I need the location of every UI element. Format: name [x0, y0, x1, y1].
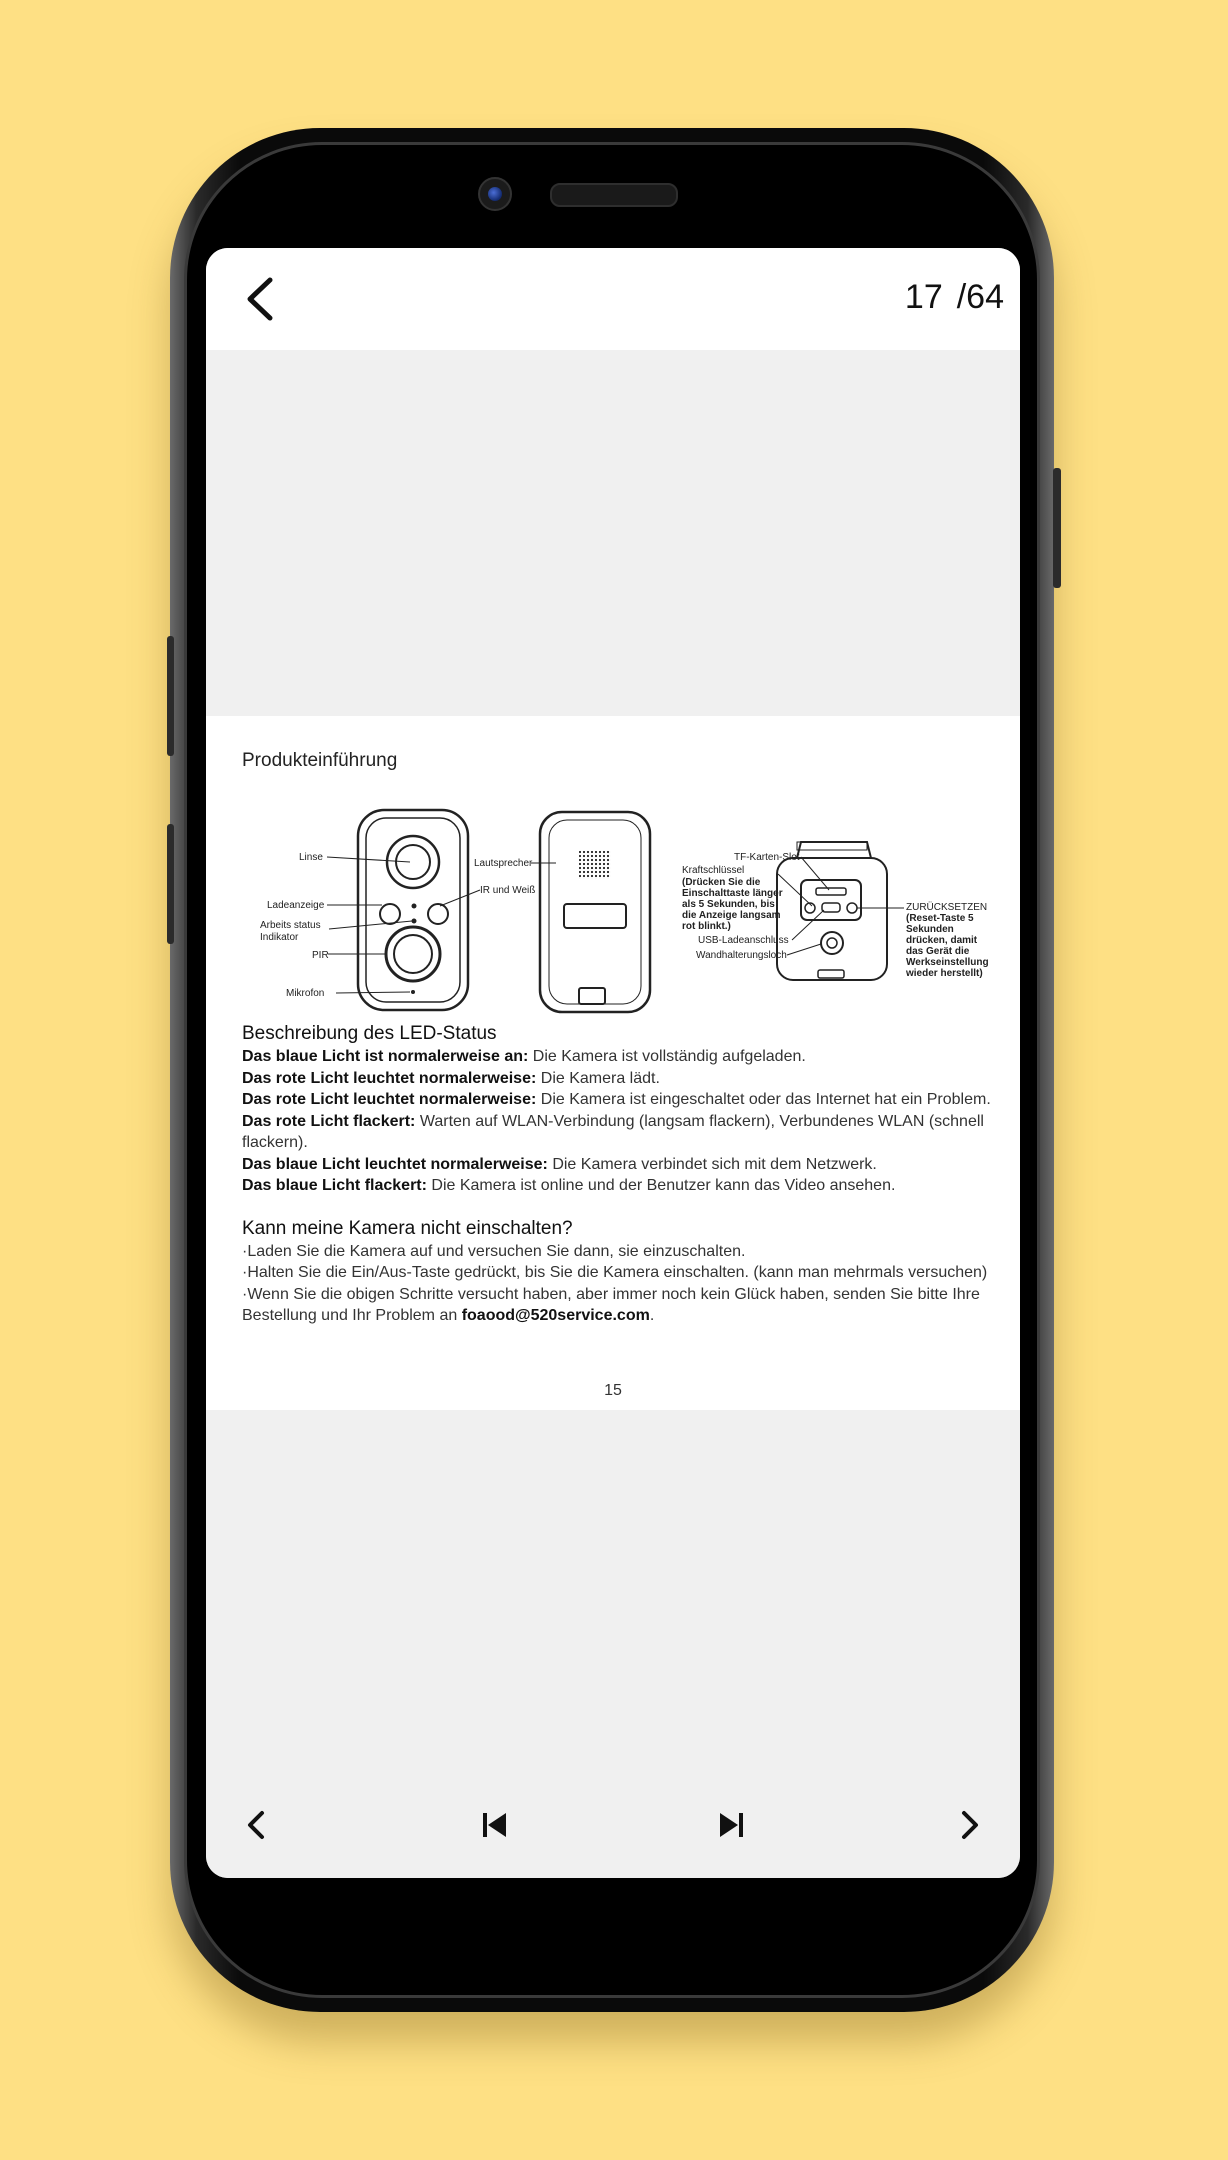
support-email: foaood@520service.com — [461, 1307, 650, 1324]
product-diagram — [234, 806, 1004, 1016]
label-reset-1: (Reset-Taste 5 — [906, 913, 974, 924]
label-mikrofon: Mikrofon — [286, 988, 325, 999]
faq-line: ·Halten Sie die Ein/Aus-Taste gedrückt, bis Sie die Kamera einschalten. (kann man mehrmals versuchen) — [242, 1264, 988, 1281]
bottom-navigation — [206, 1773, 1020, 1878]
label-ir-weiss: IR und Weiß — [480, 885, 536, 896]
label-lautsprecher: Lautsprecher — [474, 858, 533, 869]
label-reset-5: Werkseinstellung — [906, 957, 989, 968]
label-pir: PIR — [312, 950, 329, 961]
led-status-heading: Beschreibung des LED-Status — [242, 1023, 497, 1044]
label-ladeanzeige: Ladeanzeige — [267, 900, 325, 911]
label-kraft-1: (Drücken Sie die — [682, 877, 761, 888]
label-kraftschluessel: Kraftschlüssel — [682, 865, 745, 876]
next-page-button[interactable] — [946, 1801, 994, 1849]
chevron-right-icon — [946, 1801, 994, 1849]
front-camera — [478, 177, 512, 211]
skip-to-last-icon — [708, 1801, 756, 1849]
document-page-number: 15 — [604, 1382, 622, 1399]
chevron-left-icon — [232, 1801, 280, 1849]
power-button — [1053, 468, 1061, 588]
faq-heading: Kann meine Kamera nicht einschalten? — [242, 1217, 573, 1239]
label-kraft-2: Einschalttaste länger — [682, 888, 783, 899]
label-reset-2: Sekunden — [906, 924, 954, 935]
app-screen — [206, 248, 1020, 1878]
volume-up-button — [167, 636, 174, 756]
document-text — [242, 1022, 992, 1327]
faq-line: ·Wenn Sie die obigen Schritte versucht haben, aber immer noch kein Glück haben, senden Sie bitte Ihre Bestellung und Ihr Problem an foaood@520service.com. — [242, 1285, 980, 1324]
earpiece-speaker — [550, 183, 678, 207]
skip-to-first-icon — [470, 1801, 518, 1849]
led-line: Das rote Licht flackert: Warten auf WLAN-Verbindung (langsam flackern), Verbundenes WLAN (schnell flackern). — [242, 1112, 984, 1151]
led-line: Das blaue Licht flackert: Die Kamera ist online und der Benutzer kann das Video ansehen. — [242, 1177, 896, 1194]
led-line: Das blaue Licht ist normalerweise an: Die Kamera ist vollständig aufgeladen. — [242, 1048, 806, 1065]
faq-line: ·Laden Sie die Kamera auf und versuchen Sie dann, sie einzuschalten. — [242, 1242, 746, 1260]
first-page-button[interactable] — [470, 1801, 518, 1849]
label-reset-6: wieder herstellt) — [906, 968, 983, 979]
led-line: Das rote Licht leuchtet normalerweise: Die Kamera ist eingeschaltet oder das Internet hat ein Problem. — [242, 1091, 991, 1108]
label-zuruecksetzen: ZURÜCKSETZEN — [906, 902, 988, 913]
label-indikator: Indikator — [260, 932, 299, 943]
top-bar — [206, 248, 1020, 350]
label-kraft-3: als 5 Sekunden, bis — [682, 899, 775, 910]
label-wandhalterung: Wandhalterungsloch — [696, 950, 787, 961]
previous-page-button[interactable] — [232, 1801, 280, 1849]
label-tf-karten: TF-Karten-Slot — [734, 852, 800, 863]
back-button[interactable] — [236, 272, 286, 326]
document-title: Produkteinführung — [242, 750, 398, 771]
label-reset-4: das Gerät die — [906, 946, 970, 957]
label-kraft-5: rot blinkt.) — [682, 921, 731, 932]
page-indicator — [905, 278, 1004, 317]
total-pages: /64 — [956, 278, 1004, 316]
back-arrow-icon — [236, 272, 286, 326]
led-line: Das blaue Licht leuchtet normalerweise: Die Kamera verbindet sich mit dem Netzwerk. — [242, 1155, 877, 1173]
document-page — [206, 716, 1020, 1410]
label-reset-3: drücken, damit — [906, 935, 978, 946]
led-line: Das rote Licht leuchtet normalerweise: Die Kamera lädt. — [242, 1069, 660, 1087]
label-linse: Linse — [299, 852, 323, 863]
last-page-button[interactable] — [708, 1801, 756, 1849]
label-arbeits-status: Arbeits status — [260, 920, 321, 931]
label-usb: USB-Ladeanschluss — [698, 935, 789, 946]
label-kraft-4: die Anzeige langsam — [682, 910, 781, 921]
current-page: 17 — [904, 278, 943, 316]
volume-down-button — [167, 824, 174, 944]
